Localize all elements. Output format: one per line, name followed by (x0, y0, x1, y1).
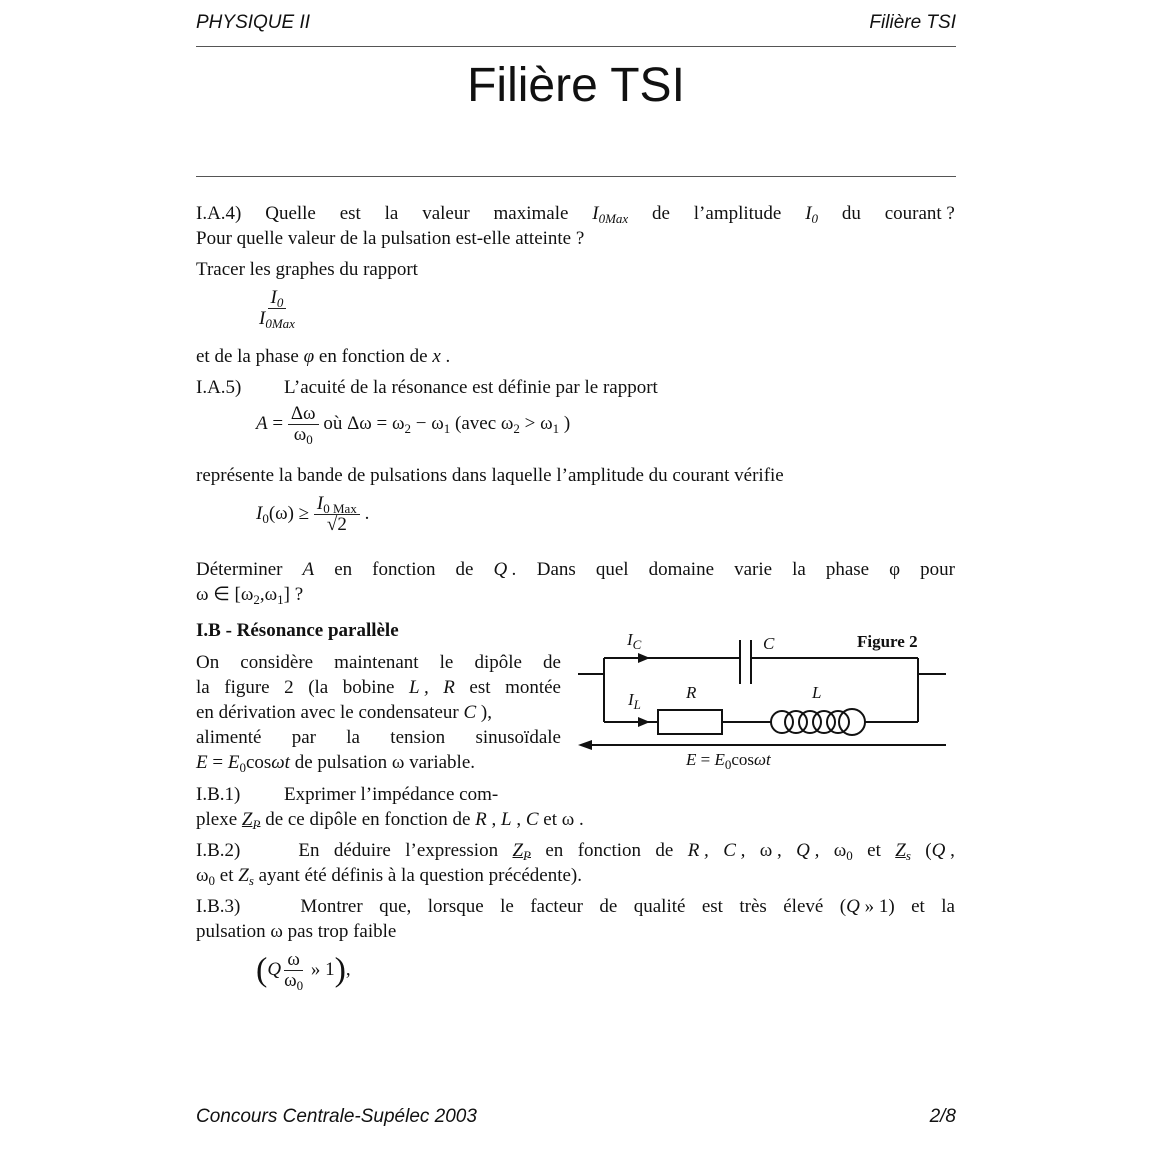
ib3-label: I.B.3) (196, 896, 241, 917)
title-rule (196, 176, 956, 177)
ia5-line (196, 376, 658, 400)
ia5-text: L’acuité de la résonance est définie par le rapport (284, 377, 658, 398)
ib1-text: Exprimer l’impédance com- (284, 784, 499, 805)
figure-title: Figure 2 (857, 632, 918, 651)
ib-paragraph-line5: $E = E_0\cos\omega t$ de pulsation ω variable. (196, 752, 476, 775)
ratio-fraction: $\frac{I_0}{I_{0Max}}$ (259, 287, 295, 331)
determine-line1: Déterminer A en fonction de Q . Dans quel domaine varie la phase φ pour (196, 559, 955, 580)
ia4-line1: I.A.4) Quelle est la valeur maximale $I_{0Max}$ de l’amplitude $I_0$ du courant ? (196, 203, 955, 226)
ib-paragraph-line3: en dérivation avec le condensateur C ), (196, 702, 492, 723)
ib1-label: I.B.1) (196, 784, 241, 805)
page-title: Filière TSI (467, 59, 685, 112)
ib2-line2: $\omega_0$ et $Z_s$ ayant été définis à la question précédente). (196, 865, 583, 888)
header-left: PHYSIQUE II (196, 12, 311, 33)
label-c: C (763, 634, 775, 653)
ib2-label: I.B.2) (196, 840, 241, 861)
header-rule (196, 46, 956, 47)
ib-paragraph-line4: alimenté par la tension sinusoïdale (196, 727, 561, 748)
label-r: R (686, 683, 697, 702)
label-ic: $I_C$ (627, 630, 642, 652)
page-number: 2/8 (929, 1106, 956, 1127)
ia5-label: I.A.5) (196, 377, 242, 398)
label-e: $E = E_0\cos\omega t$ (686, 750, 771, 772)
footer-left: Concours Centrale-Supélec 2003 (196, 1106, 477, 1127)
label-il: $I_L$ (628, 690, 641, 712)
ib-heading: I.B - Résonance parallèle (196, 620, 399, 641)
ib1-line1 (196, 783, 498, 807)
ib1-line2: plexe $Z_P$ de ce dipôle en fonction de R , L , C et ω . (196, 809, 584, 832)
determine-line2: ω ∈ $[\omega_2,\omega_1]$ ? (196, 584, 304, 607)
band-line: représente la bande de pulsations dans laquelle l’amplitude du courant vérifie (196, 465, 784, 486)
ib-paragraph-line2: la figure 2 (la bobine L , R est montée (196, 677, 561, 698)
ia4-line2: Pour quelle valeur de la pulsation est-elle atteinte ? (196, 228, 585, 249)
ib3-formula: (Q $\frac{\omega}{\omega_0}$ » 1), (256, 949, 351, 993)
header-right: Filière TSI (869, 12, 956, 33)
ib-paragraph-line1: On considère maintenant le dipôle de (196, 652, 561, 673)
condition-formula: $I_0(\omega)$ ≥ $\frac{I_{0 Max}}{√2}$ . (256, 493, 370, 535)
label-l: L (812, 683, 822, 702)
ib3-line2: pulsation ω pas trop faible (196, 921, 397, 942)
ia4-label: I.A.4) (196, 203, 242, 224)
ib2-line1: I.B.2) En déduire l’expression $Z_P$ en fonction de R , C , ω , Q , $\omega_0$ et $Z_s$ (Q , (196, 840, 955, 863)
trace-line: Tracer les graphes du rapport (196, 259, 418, 280)
ib3-line1: I.B.3) Montrer que, lorsque le facteur de qualité est très élevé (Q » 1) et la (196, 896, 955, 917)
phase-line: et de la phase φ en fonction de x . (196, 346, 451, 367)
acuity-formula: A = $\frac{\Delta\omega}{\omega_0}$ où $\Delta\omega = \omega_2 - \omega_1$ (avec $\omega_2 > \omega_1$ ) (256, 403, 571, 447)
